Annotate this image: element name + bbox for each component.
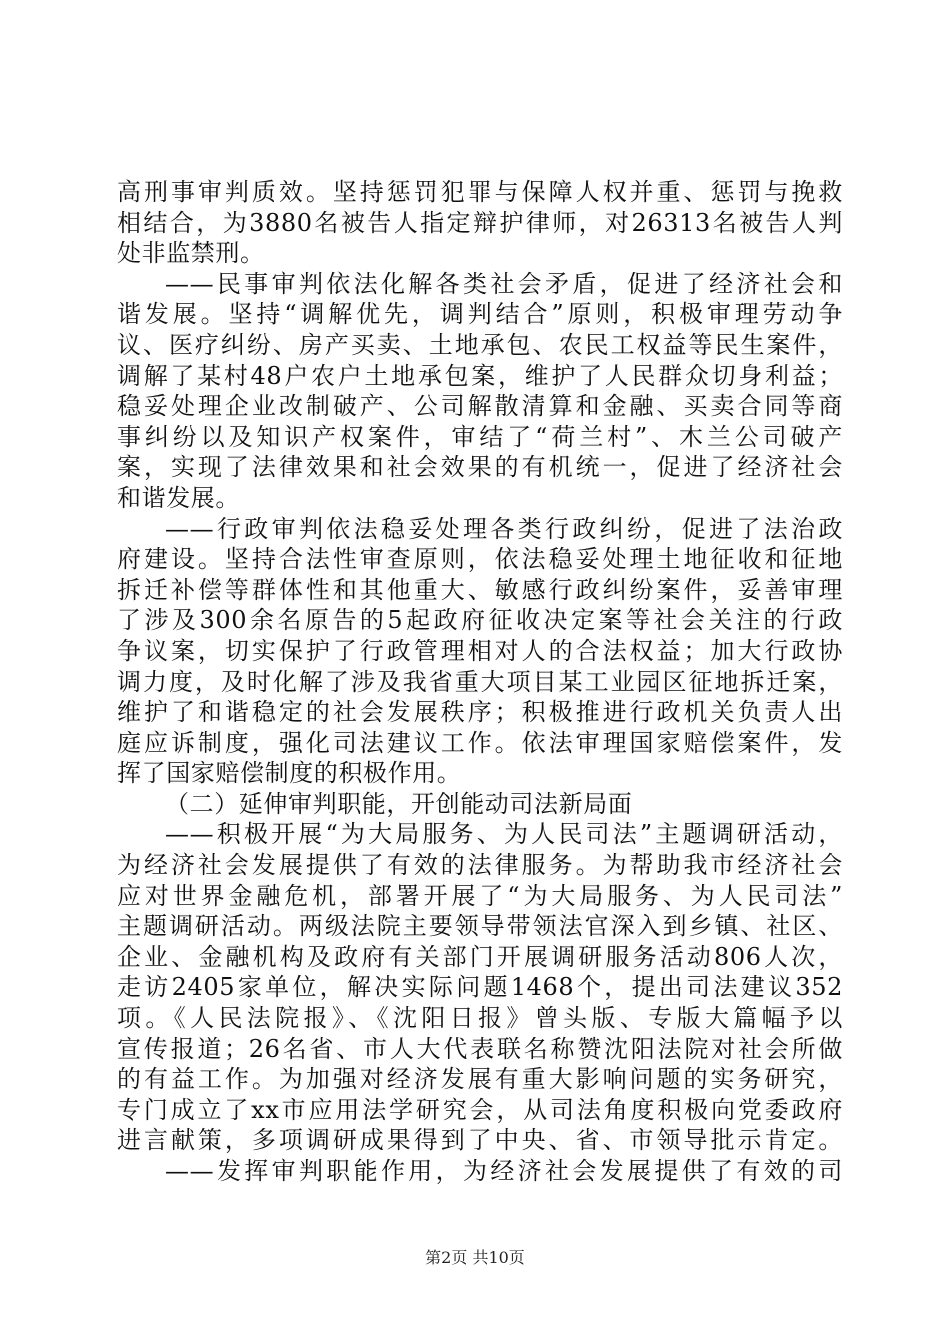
text-line: 处非监禁刑。	[117, 239, 265, 268]
text-line: 为经济社会发展提供了有效的法律服务。为帮助我市经济社会	[117, 851, 843, 880]
text-line: 挥了国家赔偿制度的积极作用。	[117, 759, 462, 788]
document-body	[117, 177, 843, 1187]
text-line: 宣传报道；26名省、市人大代表联名称赞沈阳法院对社会所做	[117, 1034, 843, 1063]
text-line: 庭应诉制度，强化司法建议工作。依法审理国家赔偿案件，发	[117, 728, 843, 757]
text-line: 议、医疗纠纷、房产买卖、土地承包、农民工权益等民生案件，	[117, 330, 843, 359]
text-line: 事纠纷以及知识产权案件，审结了“荷兰村”、木兰公司破产	[117, 422, 843, 451]
text-line: 主题调研活动。两级法院主要领导带领法官深入到乡镇、社区、	[117, 912, 843, 941]
text-line: 应对世界金融危机，部署开展了“为大局服务、为人民司法”	[117, 881, 843, 910]
text-line: 维护了和谐稳定的社会发展秩序；积极推进行政机关负责人出	[117, 698, 843, 727]
text-line: ——行政审判依法稳妥处理各类行政纠纷，促进了法治政	[165, 514, 843, 543]
text-line: 争议案，切实保护了行政管理相对人的合法权益；加大行政协	[117, 636, 843, 665]
text-line: 相结合，为3880名被告人指定辩护律师，对26313名被告人判	[117, 208, 843, 237]
text-line: 走访2405家单位，解决实际问题1468个，提出司法建议352	[117, 973, 843, 1002]
text-line: 调力度，及时化解了涉及我省重大项目某工业园区征地拆迁案，	[117, 667, 843, 696]
text-line: ——民事审判依法化解各类社会矛盾，促进了经济社会和	[165, 269, 843, 298]
text-line: （二）延伸审判职能，开创能动司法新局面	[165, 789, 633, 818]
text-line: 项。《人民法院报》、《沈阳日报》曾头版、专版大篇幅予以	[117, 1004, 843, 1033]
text-line: 进言献策，多项调研成果得到了中央、省、市领导批示肯定。	[117, 1126, 843, 1155]
text-line: 了涉及300余名原告的5起政府征收决定案等社会关注的行政	[117, 606, 843, 635]
text-line: ——发挥审判职能作用，为经济社会发展提供了有效的司	[165, 1157, 843, 1185]
page-footer: 第2页 共10页	[425, 1248, 525, 1267]
text-line: 的有益工作。为加强对经济发展有重大影响问题的实务研究，	[117, 1065, 843, 1094]
text-line: 调解了某村48户农户土地承包案，维护了人民群众切身利益；	[117, 361, 843, 390]
text-line: ——积极开展“为大局服务、为人民司法”主题调研活动，	[165, 820, 843, 849]
text-line: 谐发展。坚持“调解优先，调判结合”原则，积极审理劳动争	[117, 300, 843, 329]
text-line: 高刑事审判质效。坚持惩罚犯罪与保障人权并重、惩罚与挽救	[117, 178, 843, 206]
text-line: 拆迁补偿等群体性和其他重大、敏感行政纠纷案件，妥善审理	[117, 575, 843, 604]
text-line: 专门成立了xx市应用法学研究会，从司法角度积极向党委政府	[117, 1095, 843, 1124]
text-line: 案，实现了法律效果和社会效果的有机统一，促进了经济社会	[117, 453, 843, 482]
text-line: 和谐发展。	[117, 483, 240, 512]
text-line: 企业、金融机构及政府有关部门开展调研服务活动806人次，	[117, 942, 843, 971]
text-line: 稳妥处理企业改制破产、公司解散清算和金融、买卖合同等商	[117, 392, 843, 421]
text-line: 府建设。坚持合法性审查原则，依法稳妥处理土地征收和征地	[117, 545, 843, 574]
